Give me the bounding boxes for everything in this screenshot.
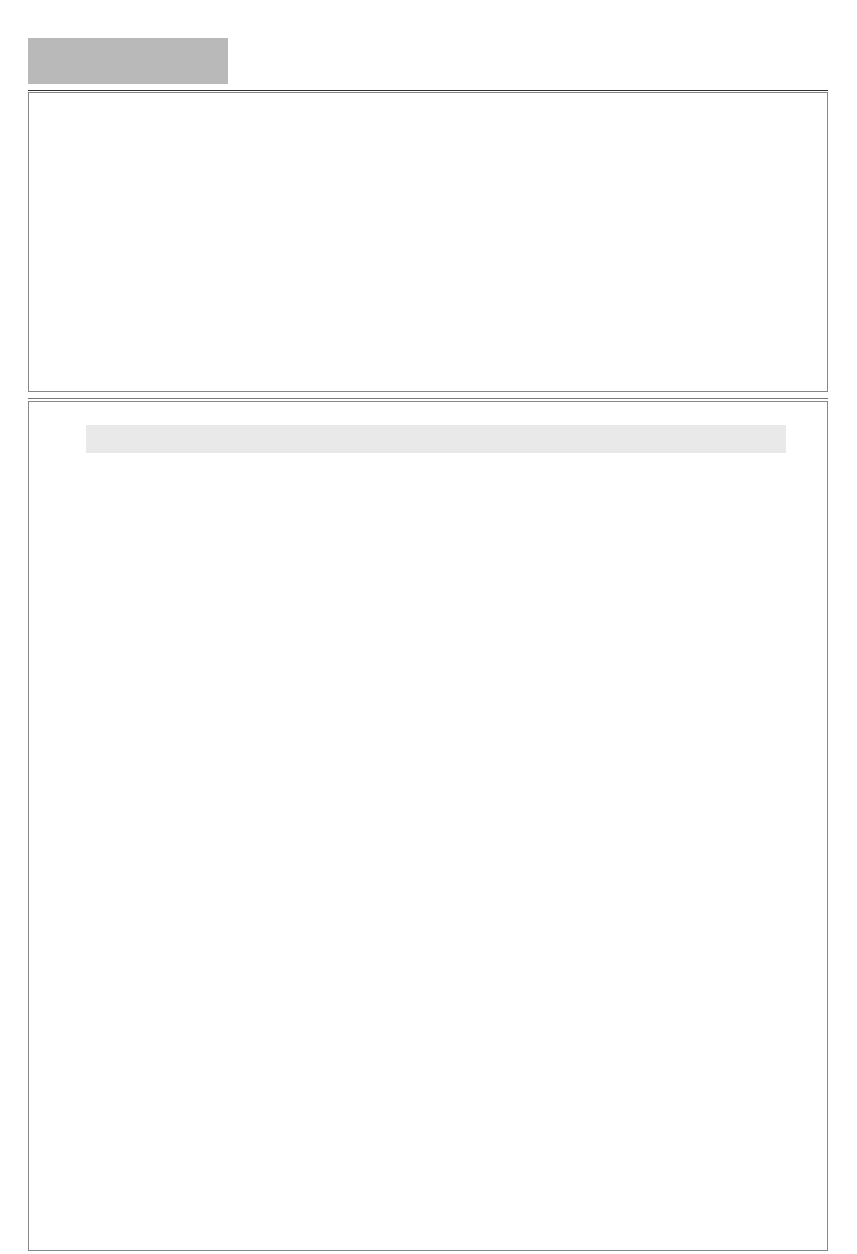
top-section-frame <box>28 92 828 392</box>
masthead <box>28 38 828 88</box>
section-divider <box>28 398 828 399</box>
disclosure-logo <box>28 38 228 84</box>
quarterly-report-title <box>86 425 786 453</box>
masthead-rule <box>28 90 828 91</box>
bottom-section-frame <box>28 401 828 1251</box>
